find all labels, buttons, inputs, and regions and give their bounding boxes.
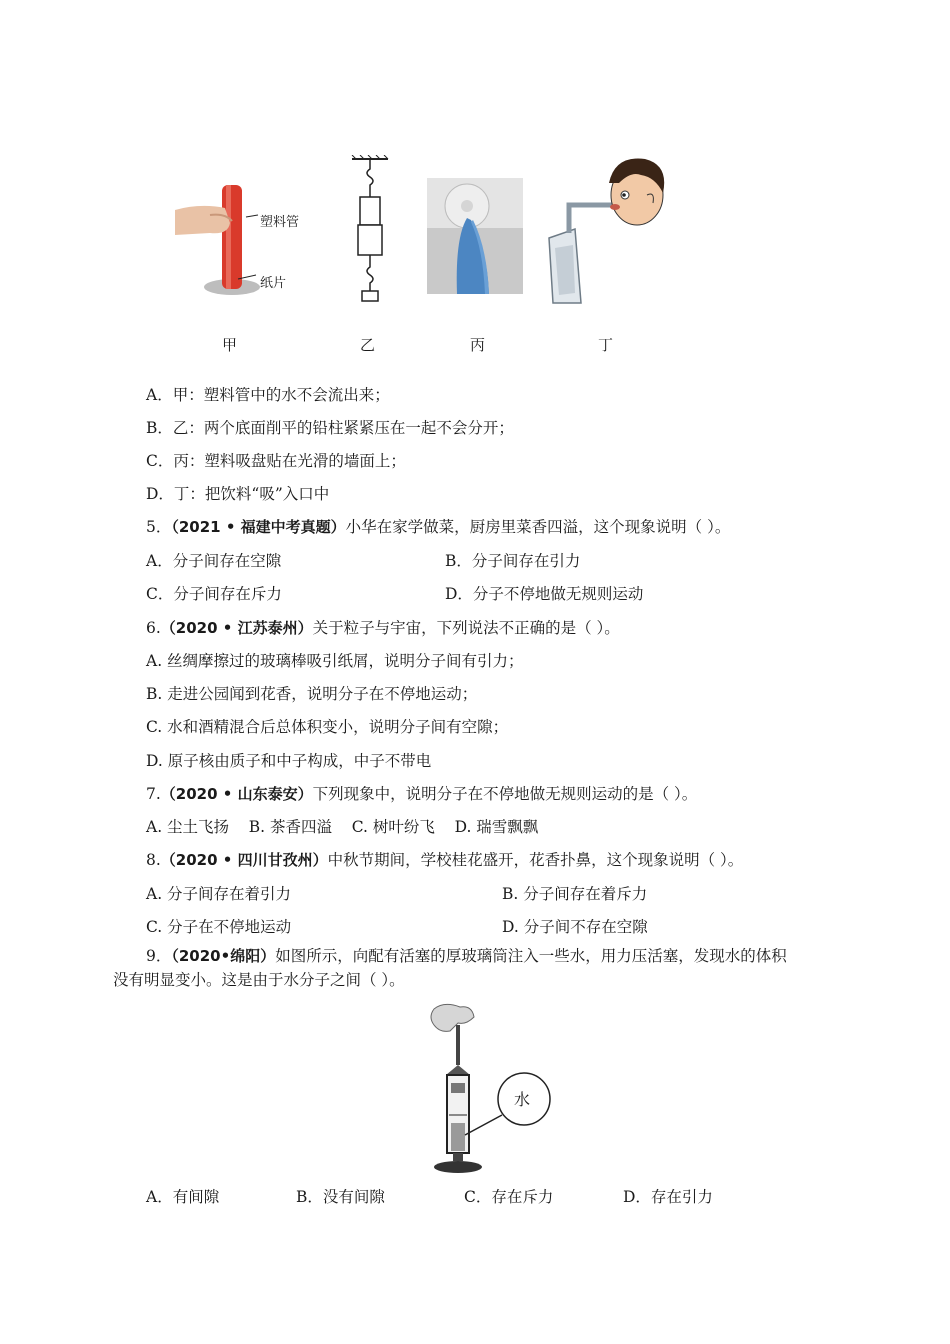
figure-bing-suction-cup	[427, 178, 523, 294]
figure-jia-tube	[170, 175, 320, 305]
figure-q9-piston-cylinder	[420, 1003, 560, 1178]
q7-stem	[146, 784, 697, 804]
q9-option-c: C．存在斥力	[464, 1188, 554, 1206]
q9-option-b: B．没有间隙	[296, 1188, 385, 1206]
q5-option-b: B．分子间存在引力	[445, 552, 581, 570]
q9-text-1: 如图所示，向配有活塞的厚玻璃筒注入一些水，用力压活塞，发现水的体积	[275, 947, 787, 965]
q5-option-c: C．分子间存在斥力	[146, 585, 282, 603]
figure-yi-lead-cylinders	[350, 155, 390, 315]
q7-source: （2020 • 山东泰安）	[160, 785, 313, 803]
q5-text: 小华在家学做菜，厨房里菜香四溢，这个现象说明（ ）。	[345, 518, 731, 536]
q5-number: 5．	[146, 518, 172, 536]
q9-option-a: A．有间隙	[146, 1188, 220, 1206]
figure-ding-drinking-straw	[545, 153, 670, 313]
q5-option-d: D．分子不停地做无规则运动	[445, 585, 644, 603]
q9-number: 9．	[146, 947, 172, 965]
q8-number: 8.	[146, 851, 161, 869]
q8-option-a: A. 分子间存在着引力	[146, 885, 292, 903]
q9-option-d: D．存在引力	[623, 1188, 713, 1206]
caption-jia: 甲	[222, 336, 238, 354]
q9-stem-line2: 没有明显变小。这是由于水分子之间（ ）。	[113, 971, 405, 989]
q5-stem	[146, 517, 730, 537]
q8-source: （2020 • 四川甘孜州）	[160, 851, 328, 869]
q8-option-d: D. 分子间不存在空隙	[502, 918, 648, 936]
q6-source: （2020 • 江苏泰州）	[160, 619, 313, 637]
q7-text: 下列现象中，说明分子在不停地做无规则运动的是（ ）。	[312, 785, 698, 803]
caption-ding: 丁	[598, 336, 614, 354]
q9-source: （2020•绵阳）	[171, 947, 276, 965]
q4-option-d: D．丁：把饮料“吸”入口中	[146, 485, 330, 503]
q5-source: （2021 • 福建中考真题）	[171, 518, 346, 536]
q9-stem-line1	[146, 946, 787, 966]
q6-option-b: B. 走进公园闻到花香，说明分子在不停地运动；	[146, 685, 478, 703]
q6-number: 6.	[146, 619, 161, 637]
q6-stem	[146, 618, 620, 638]
q8-option-b: B. 分子间存在着斥力	[502, 885, 648, 903]
q7-options: A. 尘土飞扬 B. 茶香四溢 C. 树叶纷飞 D. 瑞雪飘飘	[146, 818, 539, 836]
q6-option-c: C. 水和酒精混合后总体积变小，说明分子间有空隙；	[146, 718, 509, 736]
q4-option-c: C．丙：塑料吸盘贴在光滑的墙面上；	[146, 452, 406, 470]
q6-option-d: D. 原子核由质子和中子构成，中子不带电	[146, 752, 432, 770]
q7-number: 7.	[146, 785, 161, 803]
q6-option-a: A. 丝绸摩擦过的玻璃棒吸引纸屑，说明分子间有引力；	[146, 652, 524, 670]
q4-option-a: A．甲：塑料管中的水不会流出来；	[146, 386, 390, 404]
label-tube: 塑料管	[260, 215, 300, 230]
q9-figure-label: 水	[514, 1090, 531, 1109]
q4-option-b: B．乙：两个底面削平的铅柱紧紧压在一起不会分开；	[146, 419, 514, 437]
label-paper: 纸片	[260, 276, 287, 291]
caption-yi: 乙	[360, 336, 376, 354]
figure-row-top	[170, 150, 690, 365]
caption-bing: 丙	[470, 336, 486, 354]
q8-option-c: C. 分子在不停地运动	[146, 918, 292, 936]
q8-text: 中秋节期间，学校桂花盛开，花香扑鼻，这个现象说明（ ）。	[327, 851, 744, 869]
q6-text: 关于粒子与宇宙，下列说法不正确的是（ ）。	[312, 619, 620, 637]
q5-option-a: A．分子间存在空隙	[146, 552, 282, 570]
q8-stem	[146, 850, 743, 870]
